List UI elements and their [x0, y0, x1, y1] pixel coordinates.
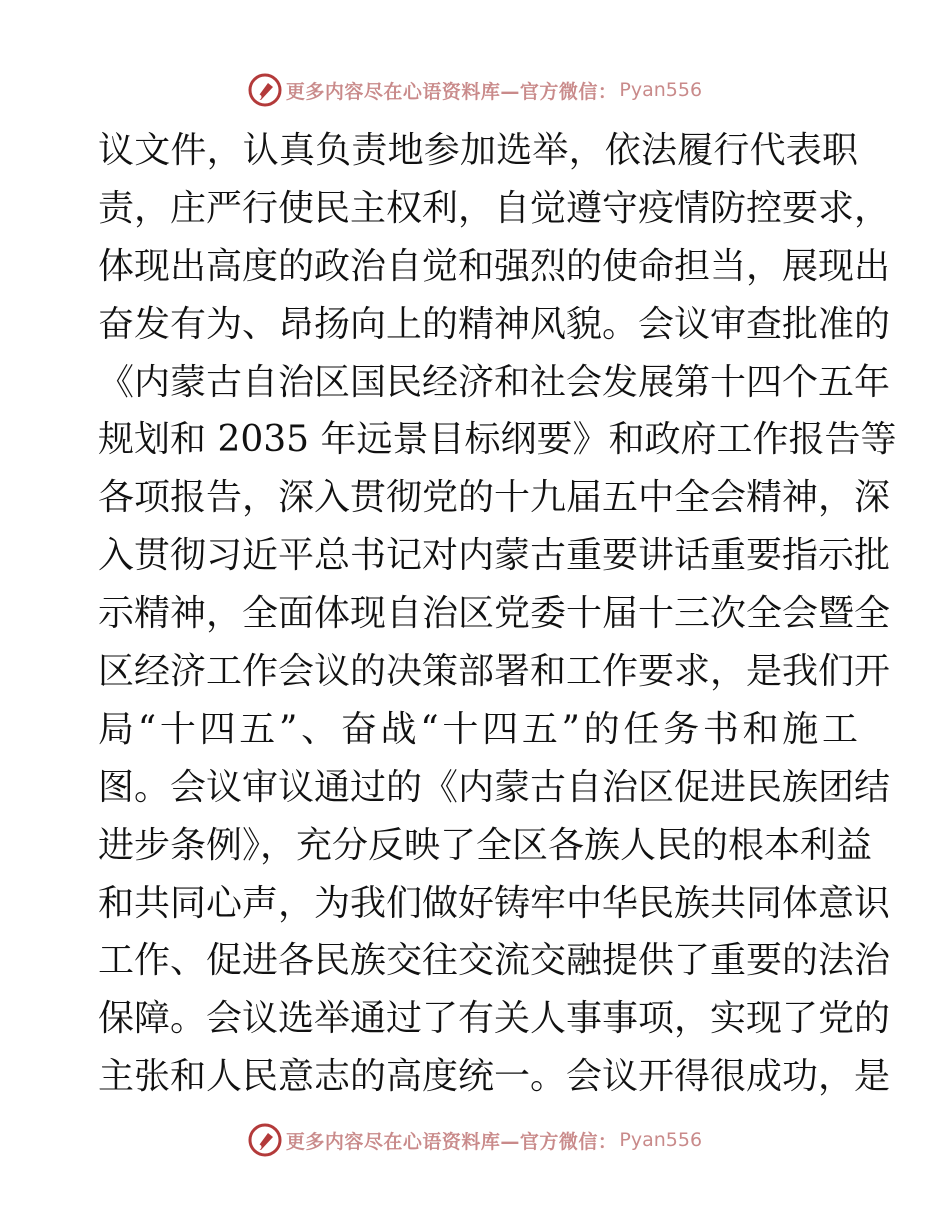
body-line: 和共同心声，为我们做好铸牢中华民族共同体意识: [98, 882, 891, 924]
watermark-handle: Pyan556: [619, 79, 703, 101]
footer-watermark: [0, 1120, 950, 1160]
body-line: 责，庄严行使民主权利，自觉遵守疫情防控要求，: [98, 187, 891, 229]
body-line: 主张和人民意志的高度统一。会议开得很成功，是: [98, 1056, 891, 1098]
body-line: 议文件，认真负责地参加选举，依法履行代表职: [98, 130, 858, 171]
pen-nib-icon: [248, 73, 282, 107]
body-line: 图。会议审议通过的《内蒙古自治区促进民族团结: [98, 766, 891, 808]
body-line: 局“十四五”、奋战“十四五”的任务书和施工: [98, 708, 858, 750]
header-watermark: [0, 70, 950, 110]
body-line: 《内蒙古自治区国民经济和社会发展第十四个五年: [98, 361, 891, 403]
watermark-handle: Pyan556: [619, 1129, 703, 1151]
document-body: [98, 122, 897, 1106]
body-line: 区经济工作会议的决策部署和工作要求，是我们开: [98, 651, 891, 693]
body-line: 进步条例》，充分反映了全区各族人民的根本利益: [98, 824, 873, 866]
watermark-text: 更多内容尽在心语资料库—官方微信：: [285, 80, 618, 103]
body-line: 工作、促进各民族交往交流交融提供了重要的法治: [98, 940, 891, 982]
body-line: 入贯彻习近平总书记对内蒙古重要讲话重要指示批: [98, 535, 891, 577]
body-line: 保障。会议选举通过了有关人事事项，实现了党的: [98, 998, 891, 1040]
body-line: 各项报告，深入贯彻党的十九届五中全会精神，深: [98, 477, 891, 519]
body-line: 示精神，全面体现自治区党委十届十三次全会暨全: [98, 593, 891, 635]
body-line: 奋发有为、昂扬向上的精神风貌。会议审查批准的: [98, 303, 891, 345]
body-line: 体现出高度的政治自觉和强烈的使命担当，展现出: [98, 245, 891, 287]
body-line: 规划和 2035 年远景目标纲要》和政府工作报告等: [98, 419, 897, 461]
watermark-text: 更多内容尽在心语资料库—官方微信：: [285, 1130, 618, 1153]
pen-nib-icon: [248, 1123, 282, 1157]
